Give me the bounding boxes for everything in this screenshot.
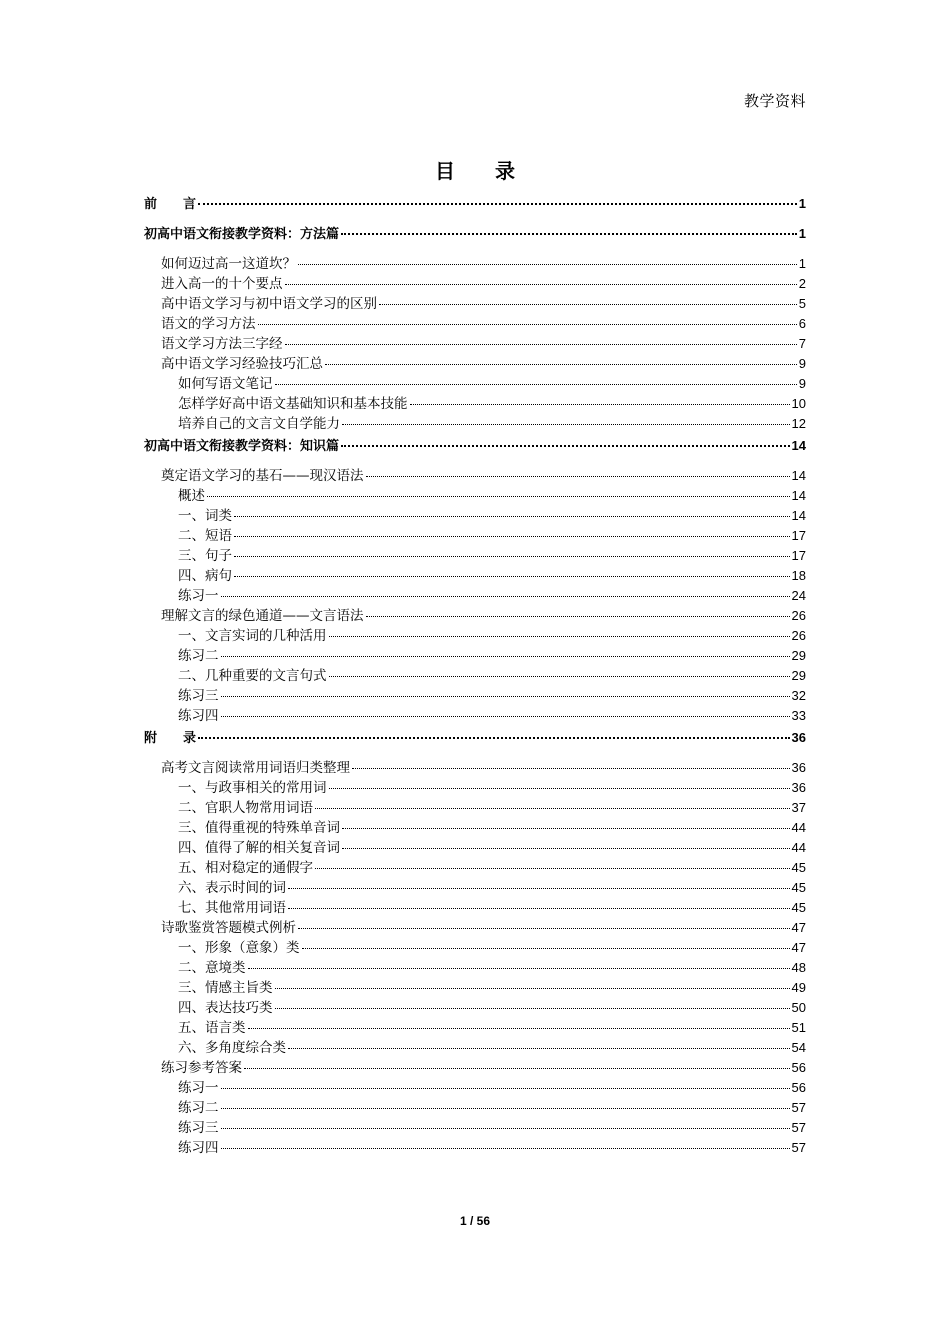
dot-leader xyxy=(275,988,790,989)
toc-entry-label: 二、意境类 xyxy=(178,960,246,976)
toc-entry[interactable] xyxy=(144,506,806,526)
toc-entry-label: 语文的学习方法 xyxy=(161,316,256,332)
toc-entry-label: 三、句子 xyxy=(178,548,232,564)
toc-entry-label: 奠定语文学习的基石——现汉语法 xyxy=(161,468,364,484)
toc-entry-label: 练习一 xyxy=(178,588,219,604)
toc-entry-page: 36 xyxy=(791,780,806,795)
toc-entry[interactable] xyxy=(144,1078,806,1098)
dot-leader xyxy=(329,788,790,789)
toc-section[interactable] xyxy=(144,224,806,244)
toc-entry-label: 进入高一的十个要点 xyxy=(161,276,283,292)
toc-entry[interactable] xyxy=(144,334,806,354)
toc-entry[interactable] xyxy=(144,1098,806,1118)
dot-leader xyxy=(329,636,790,637)
dot-leader xyxy=(198,737,790,739)
toc-entry[interactable] xyxy=(144,998,806,1018)
dot-leader xyxy=(221,656,790,657)
page-indicator: 1 / 56 xyxy=(459,1214,491,1228)
dot-leader xyxy=(198,203,797,205)
toc-entry-label: 四、表达技巧类 xyxy=(178,1000,273,1016)
toc-entry-label: 三、情感主旨类 xyxy=(178,980,273,996)
toc-entry-page: 1 xyxy=(798,196,806,211)
toc-entry-label: 理解文言的绿色通道——文言语法 xyxy=(161,608,364,624)
toc-section[interactable] xyxy=(144,194,806,214)
toc-entry-page: 47 xyxy=(791,940,806,955)
dot-leader xyxy=(207,496,790,497)
toc-entry-page: 36 xyxy=(791,760,806,775)
toc-entry[interactable] xyxy=(144,1058,806,1078)
toc-entry-label: 初高中语文衔接教学资料：方法篇 xyxy=(144,227,340,242)
toc-entry-label: 三、值得重视的特殊单音词 xyxy=(178,820,340,836)
toc-entry-page: 18 xyxy=(791,568,806,583)
dot-leader xyxy=(221,696,790,697)
toc-entry-label: 语文学习方法三字经 xyxy=(161,336,283,352)
toc-entry[interactable] xyxy=(144,546,806,566)
toc-entry-label: 练习四 xyxy=(178,1140,219,1156)
toc-entry[interactable] xyxy=(144,374,806,394)
dot-leader xyxy=(315,808,790,809)
dot-leader xyxy=(285,284,797,285)
toc-entry[interactable] xyxy=(144,354,806,374)
dot-leader xyxy=(366,476,790,477)
dot-leader xyxy=(285,344,797,345)
toc-entry[interactable] xyxy=(144,414,806,434)
toc-entry[interactable] xyxy=(144,838,806,858)
toc-section[interactable] xyxy=(144,728,806,748)
toc-entry[interactable] xyxy=(144,898,806,918)
toc-entry-page: 26 xyxy=(791,628,806,643)
toc-entry-label: 一、词类 xyxy=(178,508,232,524)
toc-entry-label: 高中语文学习经验技巧汇总 xyxy=(161,356,323,372)
toc-entry[interactable] xyxy=(144,978,806,998)
toc-entry-page: 57 xyxy=(791,1100,806,1115)
toc-entry-page: 45 xyxy=(791,900,806,915)
document-header: 教学资料 xyxy=(743,92,806,110)
dot-leader xyxy=(221,1108,790,1109)
toc-entry-page: 9 xyxy=(798,376,806,391)
toc-entry-page: 14 xyxy=(791,438,806,453)
dot-leader xyxy=(234,576,790,577)
toc-entry[interactable] xyxy=(144,1118,806,1138)
toc-entry-label: 练习三 xyxy=(178,1120,219,1136)
toc-entry-page: 56 xyxy=(791,1060,806,1075)
toc-entry-label: 五、语言类 xyxy=(178,1020,246,1036)
toc-entry-label: 四、值得了解的相关复音词 xyxy=(178,840,340,856)
toc-entry-label: 七、其他常用词语 xyxy=(178,900,286,916)
toc-entry[interactable] xyxy=(144,254,806,274)
toc-entry-label: 培养自己的文言文自学能力 xyxy=(178,416,340,432)
toc-entry-label: 初高中语文衔接教学资料：知识篇 xyxy=(144,439,340,454)
dot-leader xyxy=(288,1048,790,1049)
toc-entry[interactable] xyxy=(144,778,806,798)
dot-leader xyxy=(234,556,790,557)
toc-entry-page: 32 xyxy=(791,688,806,703)
dot-leader xyxy=(234,536,790,537)
dot-leader xyxy=(298,264,797,265)
toc-entry-page: 26 xyxy=(791,608,806,623)
table-of-contents xyxy=(144,192,806,1158)
toc-section[interactable] xyxy=(144,436,806,456)
toc-entry[interactable] xyxy=(144,1038,806,1058)
toc-entry-label: 如何写语文笔记 xyxy=(178,376,273,392)
toc-entry-page: 5 xyxy=(798,296,806,311)
dot-leader xyxy=(221,716,790,717)
toc-entry-page: 56 xyxy=(791,1080,806,1095)
toc-entry[interactable] xyxy=(144,606,806,626)
dot-leader xyxy=(234,516,790,517)
toc-entry-label: 高中语文学习与初中语文学习的区别 xyxy=(161,296,377,312)
toc-entry-label: 练习二 xyxy=(178,648,219,664)
toc-entry-page: 50 xyxy=(791,1000,806,1015)
toc-entry-page: 7 xyxy=(798,336,806,351)
toc-entry-label: 高考文言阅读常用词语归类整理 xyxy=(161,760,350,776)
toc-entry[interactable] xyxy=(144,818,806,838)
toc-entry-page: 57 xyxy=(791,1140,806,1155)
toc-entry[interactable] xyxy=(144,706,806,726)
toc-entry-label: 练习四 xyxy=(178,708,219,724)
toc-entry-page: 29 xyxy=(791,668,806,683)
toc-entry-page: 47 xyxy=(791,920,806,935)
toc-entry-page: 14 xyxy=(791,468,806,483)
toc-entry-label: 怎样学好高中语文基础知识和基本技能 xyxy=(178,396,408,412)
toc-entry-label: 如何迈过高一这道坎？ xyxy=(161,256,296,272)
toc-entry-label: 四、病句 xyxy=(178,568,232,584)
dot-leader xyxy=(288,908,790,909)
toc-entry[interactable] xyxy=(144,918,806,938)
dot-leader xyxy=(341,445,790,447)
toc-entry-label: 六、多角度综合类 xyxy=(178,1040,286,1056)
toc-entry-label: 一、与政事相关的常用词 xyxy=(178,780,327,796)
toc-entry[interactable] xyxy=(144,314,806,334)
dot-leader xyxy=(325,364,797,365)
toc-entry-label: 诗歌鉴赏答题模式例析 xyxy=(161,920,296,936)
toc-entry-page: 44 xyxy=(791,840,806,855)
toc-entry[interactable] xyxy=(144,686,806,706)
dot-leader xyxy=(221,1128,790,1129)
toc-entry-label: 一、文言实词的几种活用 xyxy=(178,628,327,644)
dot-leader xyxy=(275,384,797,385)
dot-leader xyxy=(342,848,790,849)
toc-entry-page: 48 xyxy=(791,960,806,975)
toc-entry-page: 6 xyxy=(798,316,806,331)
toc-entry-page: 37 xyxy=(791,800,806,815)
toc-entry[interactable] xyxy=(144,466,806,486)
toc-entry[interactable] xyxy=(144,666,806,686)
toc-entry-label: 概述 xyxy=(178,488,205,504)
toc-entry-page: 29 xyxy=(791,648,806,663)
toc-entry[interactable] xyxy=(144,566,806,586)
toc-entry-label: 二、几种重要的文言句式 xyxy=(178,668,327,684)
toc-entry-page: 33 xyxy=(791,708,806,723)
dot-leader xyxy=(410,404,790,405)
toc-entry-page: 14 xyxy=(791,488,806,503)
toc-entry-label: 练习三 xyxy=(178,688,219,704)
toc-title: 目 录 xyxy=(435,159,515,183)
toc-entry-page: 54 xyxy=(791,1040,806,1055)
dot-leader xyxy=(352,768,790,769)
dot-leader xyxy=(341,233,797,235)
toc-entry-page: 1 xyxy=(798,226,806,241)
toc-entry-page: 45 xyxy=(791,860,806,875)
toc-entry-page: 2 xyxy=(798,276,806,291)
toc-entry-page: 49 xyxy=(791,980,806,995)
toc-entry-label: 附 录 xyxy=(144,731,197,746)
dot-leader xyxy=(315,868,790,869)
toc-entry[interactable] xyxy=(144,294,806,314)
dot-leader xyxy=(221,596,790,597)
toc-entry[interactable] xyxy=(144,858,806,878)
toc-entry-page: 57 xyxy=(791,1120,806,1135)
toc-entry[interactable] xyxy=(144,394,806,414)
toc-entry[interactable] xyxy=(144,486,806,506)
toc-entry-label: 前 言 xyxy=(144,197,197,212)
toc-entry-page: 17 xyxy=(791,528,806,543)
toc-entry-page: 12 xyxy=(791,416,806,431)
toc-entry-page: 44 xyxy=(791,820,806,835)
toc-entry-page: 36 xyxy=(791,730,806,745)
toc-entry[interactable] xyxy=(144,1018,806,1038)
dot-leader xyxy=(329,676,790,677)
dot-leader xyxy=(244,1068,790,1069)
toc-entry[interactable] xyxy=(144,274,806,294)
dot-leader xyxy=(275,1008,790,1009)
dot-leader xyxy=(288,888,790,889)
toc-entry[interactable] xyxy=(144,626,806,646)
toc-entry[interactable] xyxy=(144,1138,806,1158)
toc-entry-label: 二、官职人物常用词语 xyxy=(178,800,313,816)
dot-leader xyxy=(221,1148,790,1149)
toc-entry-label: 练习参考答案 xyxy=(161,1060,242,1076)
dot-leader xyxy=(302,948,790,949)
toc-entry-label: 一、形象（意象）类 xyxy=(178,940,300,956)
toc-entry-page: 17 xyxy=(791,548,806,563)
toc-entry-label: 练习二 xyxy=(178,1100,219,1116)
dot-leader xyxy=(342,828,790,829)
toc-entry[interactable] xyxy=(144,526,806,546)
toc-entry[interactable] xyxy=(144,958,806,978)
dot-leader xyxy=(379,304,797,305)
toc-entry-page: 9 xyxy=(798,356,806,371)
dot-leader xyxy=(342,424,790,425)
dot-leader xyxy=(248,1028,790,1029)
toc-entry-label: 练习一 xyxy=(178,1080,219,1096)
dot-leader xyxy=(221,1088,790,1089)
toc-entry[interactable] xyxy=(144,758,806,778)
dot-leader xyxy=(248,968,790,969)
toc-entry[interactable] xyxy=(144,878,806,898)
toc-entry-page: 24 xyxy=(791,588,806,603)
toc-entry-page: 45 xyxy=(791,880,806,895)
toc-entry-label: 六、表示时间的词 xyxy=(178,880,286,896)
toc-entry-label: 五、相对稳定的通假字 xyxy=(178,860,313,876)
toc-entry-page: 51 xyxy=(791,1020,806,1035)
toc-entry[interactable] xyxy=(144,586,806,606)
toc-entry-page: 10 xyxy=(791,396,806,411)
toc-entry-label: 二、短语 xyxy=(178,528,232,544)
toc-entry[interactable] xyxy=(144,938,806,958)
toc-entry-page: 1 xyxy=(798,256,806,271)
dot-leader xyxy=(258,324,797,325)
dot-leader xyxy=(298,928,790,929)
toc-entry[interactable] xyxy=(144,646,806,666)
toc-entry-page: 14 xyxy=(791,508,806,523)
dot-leader xyxy=(366,616,790,617)
toc-entry[interactable] xyxy=(144,798,806,818)
